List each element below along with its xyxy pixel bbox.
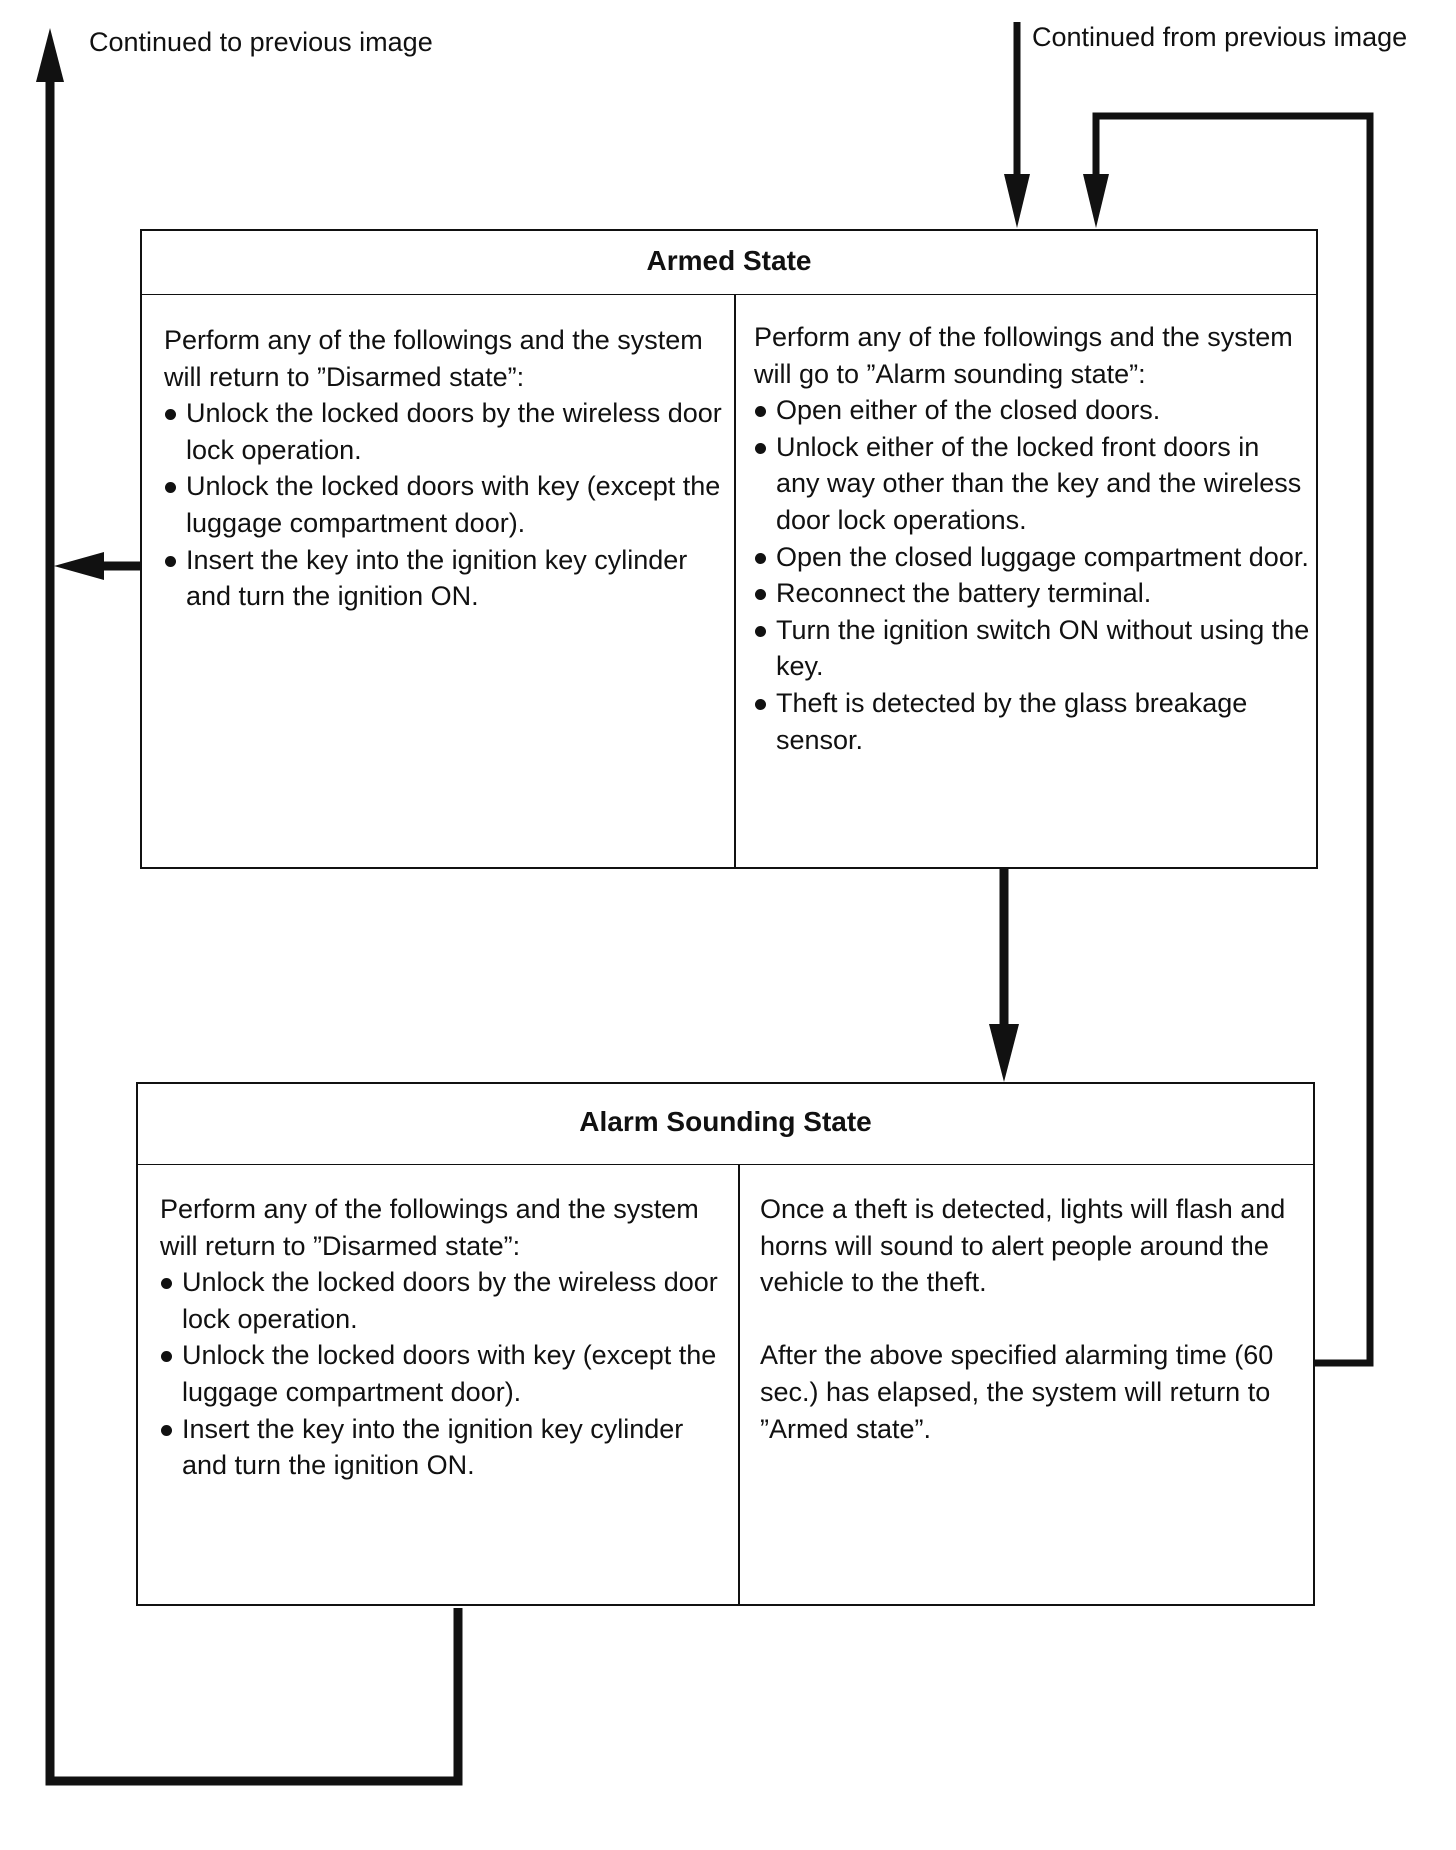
arrow-up-to-previous-icon: [36, 28, 64, 82]
armed-column-divider: [734, 295, 736, 867]
alarm-column-divider: [738, 1165, 740, 1604]
continued-from-previous-label: Continued from previous image: [1032, 22, 1408, 52]
armed-disarm-conditions: [164, 322, 724, 615]
armed-state-box: [140, 229, 1318, 869]
armed-disarm-list: [164, 395, 724, 615]
list-item: Unlock the locked doors by the wireless door lock operation.: [160, 1264, 722, 1337]
armed-disarm-intro: Perform any of the followings and the system will return to ”Disarmed state”:: [164, 325, 703, 392]
armed-alarm-conditions: [754, 319, 1310, 758]
alarm-disarm-conditions: [160, 1191, 722, 1484]
list-item: Insert the key into the ignition key cylinder and turn the ignition ON.: [164, 542, 724, 615]
list-item: Reconnect the battery terminal.: [754, 575, 1310, 612]
arrow-down-return-icon: [1083, 174, 1109, 228]
list-item: Unlock the locked doors with key (except the luggage compartment door).: [160, 1337, 722, 1410]
armed-alarm-list: [754, 392, 1310, 758]
list-item: Unlock the locked doors with key (except the luggage compartment door).: [164, 468, 724, 541]
continued-to-previous-label: Continued to previous image: [89, 27, 433, 57]
alarm-sounding-state-title: Alarm Sounding State: [138, 1084, 1313, 1165]
alarm-description-paragraph-1: Once a theft is detected, lights will flash and horns will sound to alert people around the vehicle to the theft.: [760, 1194, 1286, 1298]
arrow-down-incoming-icon: [1004, 174, 1030, 228]
alarm-disarm-list: [160, 1264, 722, 1484]
list-item: Unlock either of the locked front doors in any way other than the key and the wireless door lock operations.: [754, 429, 1310, 539]
list-item: Insert the key into the ignition key cylinder and turn the ignition ON.: [160, 1411, 722, 1484]
alarm-description: [760, 1191, 1292, 1447]
paragraph-gap: [760, 1301, 1292, 1338]
list-item: Theft is detected by the glass breakage sensor.: [754, 685, 1310, 758]
armed-alarm-intro: Perform any of the followings and the system will go to ”Alarm sounding state”:: [754, 322, 1293, 389]
alarm-sounding-state-box: [136, 1082, 1315, 1606]
arrow-left-icon: [54, 552, 104, 580]
list-item: Open either of the closed doors.: [754, 392, 1310, 429]
list-item: Open the closed luggage compartment door.: [754, 539, 1310, 576]
arrow-down-to-alarm-icon: [989, 1024, 1019, 1082]
alarm-disarm-intro: Perform any of the followings and the system will return to ”Disarmed state”:: [160, 1194, 699, 1261]
list-item: Turn the ignition switch ON without using the key.: [754, 612, 1310, 685]
armed-state-title: Armed State: [142, 231, 1316, 295]
list-item: Unlock the locked doors by the wireless door lock operation.: [164, 395, 724, 468]
alarm-description-paragraph-2: After the above specified alarming time (60 sec.) has elapsed, the system will return to ”Armed state”.: [760, 1340, 1274, 1444]
